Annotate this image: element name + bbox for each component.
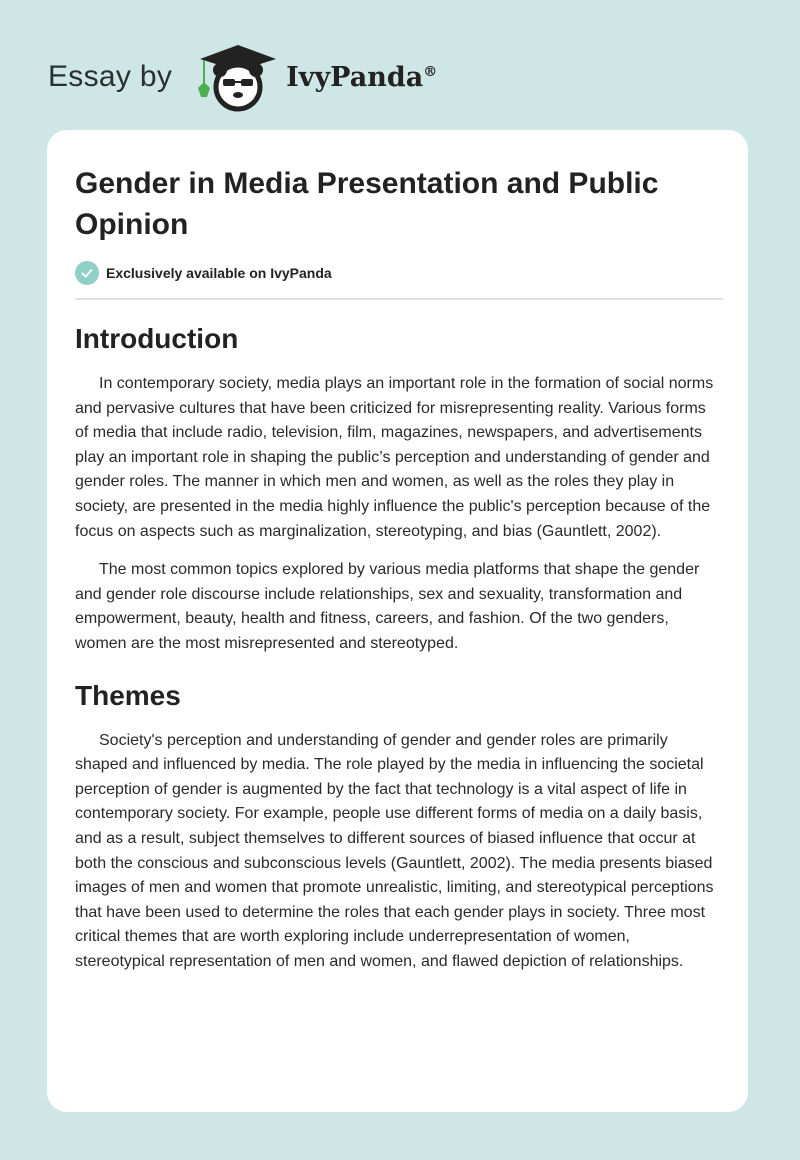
paragraph: The most common topics explored by various media platforms that shape the gender and gender role discourse include relationships, sex and sexuality, transformation and empowerment, beauty, health and fitness, careers, and fashion. Of the two genders, women are the most misrepresented and stereotyped. bbox=[75, 561, 700, 652]
brand-name[interactable]: IvyPanda® bbox=[286, 61, 438, 93]
section-heading-introduction: Introduction bbox=[75, 323, 239, 354]
ivypanda-logo-icon[interactable] bbox=[190, 42, 280, 112]
site-header bbox=[48, 42, 437, 112]
exclusive-badge bbox=[75, 261, 723, 285]
essay-card bbox=[47, 130, 748, 1112]
paragraph: Society's perception and understanding of gender and gender roles are primarily shaped and influenced by media. The role played by the media in influencing the societal perception of gender is augmented by the fact that technology is a vital aspect of life in contemporary society. For example, people use different forms of media on a daily basis, and as a result, subject themselves to different sources of biased influence that occur at both the conscious and subconscious levels (Gauntlett, 2002). The media presents biased images of men and women that promote unrealistic, limiting, and stereotypical perceptions that have been used to determine the roles that each gender plays in society. Three most critical themes that are worth exploring include underrepresentation of women, stereotypical representation of men and women, and flawed depiction of relationships. bbox=[75, 731, 714, 970]
paragraph: In contemporary society, media plays an important role in the formation of social norms and pervasive cultures that have been criticized for misrepresenting reality. Various forms of media that include radio, television, film, magazines, newspapers, and advertisements play an important role in shaping the public’s perception and understanding of gender and gender roles. The manner in which men and women, as well as the roles they play in society, are presented in the media highly influence the public's perception because of the focus on aspects such as marginalization, stereotyping, and bias (Gauntlett, 2002). bbox=[75, 375, 714, 540]
check-icon bbox=[75, 261, 99, 285]
divider bbox=[75, 298, 723, 300]
essay-by-label: Essay by bbox=[48, 60, 173, 93]
badge-label: Exclusively available on IvyPanda bbox=[106, 265, 332, 281]
section-heading-themes: Themes bbox=[75, 679, 181, 711]
page-title: Gender in Media Presentation and Public Opinion bbox=[75, 167, 659, 241]
